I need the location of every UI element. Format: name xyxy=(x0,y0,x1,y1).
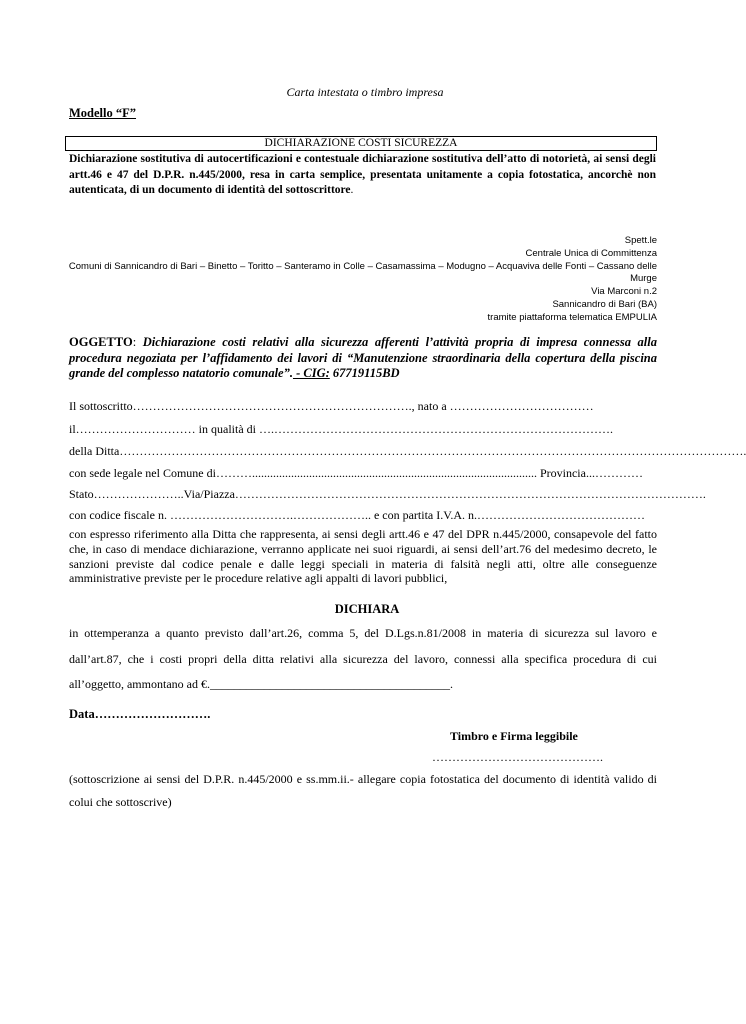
addressee-line: tramite piattaforma telematica EMPULIA xyxy=(487,311,657,323)
field-legal-seat[interactable]: con sede legale nel Comune di………............................................................................................... Provincia...………… xyxy=(69,466,643,480)
cig-value: 67719115BD xyxy=(329,366,400,380)
addressee-line: Via Marconi n.2 xyxy=(591,286,657,298)
declaration-text: in ottemperanza a quanto previsto dall’art.26, comma 5, del D.Lgs.n.81/2008 in materia di sicurezza sul lavoro e dall’art.87, che i costi propri della ditta relativi alla sicurezza del lavoro, connessi alla specifica procedura di cui all’oggetto, ammontano ad €.________________________________________. xyxy=(69,626,657,691)
cig-label: - CIG: xyxy=(292,366,330,380)
addressee-line: Centrale Unica di Committenza xyxy=(525,247,657,259)
subject-paragraph xyxy=(69,335,657,382)
field-address[interactable]: Stato…………………..Via/Piazza………………………………………………………………………………………………………. xyxy=(69,487,706,501)
subject-colon: : xyxy=(132,335,143,349)
letterhead-note: Carta intestata o timbro impresa xyxy=(286,85,444,99)
body-paragraph: con espresso riferimento alla Ditta che rappresenta, ai sensi degli artt.46 e 47 del DPR n.445/2000, consapevole del fatto che, in caso di mendace dichiarazione, verranno applicate nei suoi riguardi, ai sensi dell’art.76 del medesimo decreto, le sanzioni previste dal codice penale e dalle leggi speciali in materia di falsità negli atti, oltre alle conseguenze amministrative previste per le procedure relative agli appalti di lavori pubblici, xyxy=(69,527,657,586)
model-label: Modello “F” xyxy=(69,106,137,120)
field-birthdate-role[interactable]: il………………………… in qualità di ….…………………………………………………………………………. xyxy=(69,422,613,436)
field-company[interactable]: della Ditta…………………………………………………………………………………………………………………………………………. xyxy=(69,444,746,458)
date-field[interactable]: Data………………………. xyxy=(69,707,211,721)
field-tax-code-vat[interactable]: con codice fiscale n. ………………………….……………….. e con partita I.V.A. n.…………………………………… xyxy=(69,508,646,522)
document-title-box: DICHIARAZIONE COSTI SICUREZZA xyxy=(65,136,657,151)
addressee-line: Comuni di Sannicandro di Bari – Binetto – Toritto – Santeramo in Colle – Casamassima – Modugno – Acquaviva delle Fonti – Cassano delle Murge xyxy=(68,260,657,285)
footnote: (sottoscrizione ai sensi del D.P.R. n.445/2000 e ss.mm.ii.- allegare copia fotostatica del documento di identità valido di colui che sottoscrive) xyxy=(69,772,657,809)
intro-text: Dichiarazione sostitutiva di autocertificazioni e contestuale dichiarazione sostitutiva dell’atto di notorietà, ai sensi degli artt.46 e 47 del D.P.R. n.445/2000, resa in carta semplice, presentata unitamente a copia fotostatica, ancorchè non autenticata, di un documento di identità del sottoscrittore xyxy=(69,153,656,196)
subject-label: OGGETTO xyxy=(69,335,133,349)
stamp-signature-label: Timbro e Firma leggibile xyxy=(450,729,578,743)
subject-text: Dichiarazione costi relativi alla sicurezza afferenti l’attività propria di impresa connessa alla procedura negoziata per l’affidamento dei lavori di “Manutenzione straordinaria della copertura della piscina grande del complesso natatorio comunale”. xyxy=(69,335,657,380)
addressee-line: Spett.le xyxy=(624,235,657,246)
intro-statement xyxy=(69,152,656,199)
signature-field[interactable]: ……………………………………. xyxy=(432,750,603,764)
addressee-line: Sannicandro di Bari (BA) xyxy=(552,298,657,310)
declaration-heading: DICHIARA xyxy=(334,602,400,616)
intro-end: . xyxy=(350,184,354,196)
field-signer-name[interactable]: Il sottoscritto……………………………………………………………., nato a ……………………………… xyxy=(69,399,594,413)
addressee-block xyxy=(60,235,657,325)
